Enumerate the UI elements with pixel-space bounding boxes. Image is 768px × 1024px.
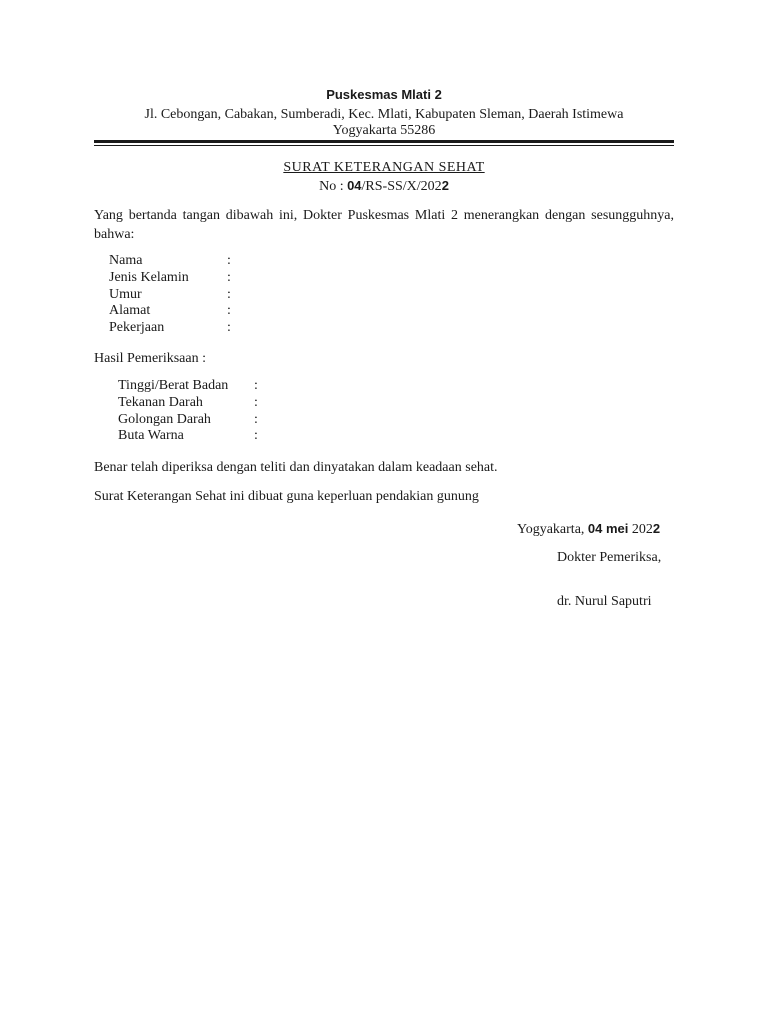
identity-row-pekerjaan bbox=[109, 320, 231, 337]
identity-row-jenis-kelamin bbox=[109, 270, 231, 287]
field-colon: : bbox=[254, 394, 258, 410]
signature-role: Dokter Pemeriksa, bbox=[557, 550, 662, 565]
field-colon: : bbox=[254, 411, 258, 427]
field-label: Pekerjaan bbox=[109, 320, 165, 336]
intro-paragraph: Yang bertanda tangan dibawah ini, Dokter Puskesmas Mlati 2 menerangkan dengan sesungguhnya, bahwa: bbox=[94, 208, 674, 242]
field-colon: : bbox=[227, 320, 231, 336]
field-colon: : bbox=[227, 303, 231, 319]
field-label: Alamat bbox=[109, 303, 151, 319]
title-block bbox=[94, 159, 674, 195]
results-heading: Hasil Pemeriksaan : bbox=[94, 351, 206, 366]
result-row-blood-type bbox=[118, 412, 258, 429]
document-number-mid: /RS-SS/X/202 bbox=[361, 179, 442, 194]
field-colon: : bbox=[227, 253, 231, 268]
result-row-color-blindness bbox=[118, 428, 258, 445]
document-title: SURAT KETERANGAN SEHAT bbox=[283, 160, 485, 175]
result-row-blood-pressure bbox=[118, 395, 258, 412]
field-label: Tekanan Darah bbox=[118, 394, 203, 410]
field-label: Umur bbox=[109, 286, 142, 302]
signature-name: dr. Nurul Saputri bbox=[557, 594, 652, 609]
clinic-address-line1: Jl. Cebongan, Cabakan, Sumberadi, Kec. Mlati, Kabupaten Sleman, Daerah Istimewa bbox=[144, 107, 624, 122]
signature-year: 202 bbox=[628, 522, 653, 537]
identity-row-nama bbox=[109, 253, 231, 270]
document-number-prefix: No : bbox=[319, 179, 348, 194]
document-number bbox=[94, 177, 674, 195]
field-label: Tinggi/Berat Badan bbox=[118, 378, 229, 393]
letterhead-divider-thin bbox=[94, 145, 674, 146]
purpose-statement: Surat Keterangan Sehat ini dibuat guna keperluan pendakian gunung bbox=[94, 489, 479, 504]
clinic-name: Puskesmas Mlati 2 bbox=[326, 87, 442, 102]
examination-results bbox=[118, 378, 258, 445]
letterhead bbox=[94, 86, 674, 139]
signature-date-bold: 04 mei bbox=[587, 521, 629, 536]
identity-row-umur bbox=[109, 287, 231, 304]
health-statement: Benar telah diperiksa dengan teliti dan dinyatakan dalam keadaan sehat. bbox=[94, 460, 498, 475]
field-colon: : bbox=[254, 378, 258, 393]
letterhead-divider-thick bbox=[94, 140, 674, 143]
field-label: Buta Warna bbox=[118, 428, 184, 444]
field-label: Golongan Darah bbox=[118, 411, 211, 427]
field-colon: : bbox=[227, 286, 231, 302]
field-colon: : bbox=[254, 428, 258, 444]
document-number-end: 2 bbox=[441, 178, 449, 193]
field-label: Jenis Kelamin bbox=[109, 269, 189, 285]
identity-row-alamat bbox=[109, 303, 231, 320]
result-row-height-weight bbox=[118, 378, 258, 395]
signature-date bbox=[517, 520, 660, 539]
signature-year-end: 2 bbox=[652, 521, 661, 536]
signature-place: Yogyakarta, bbox=[517, 522, 588, 537]
field-label: Nama bbox=[109, 253, 143, 268]
field-colon: : bbox=[227, 269, 231, 285]
identity-fields bbox=[109, 253, 231, 337]
clinic-address-line2: Yogyakarta 55286 bbox=[332, 123, 436, 138]
document-number-bold: 04 bbox=[347, 178, 362, 193]
